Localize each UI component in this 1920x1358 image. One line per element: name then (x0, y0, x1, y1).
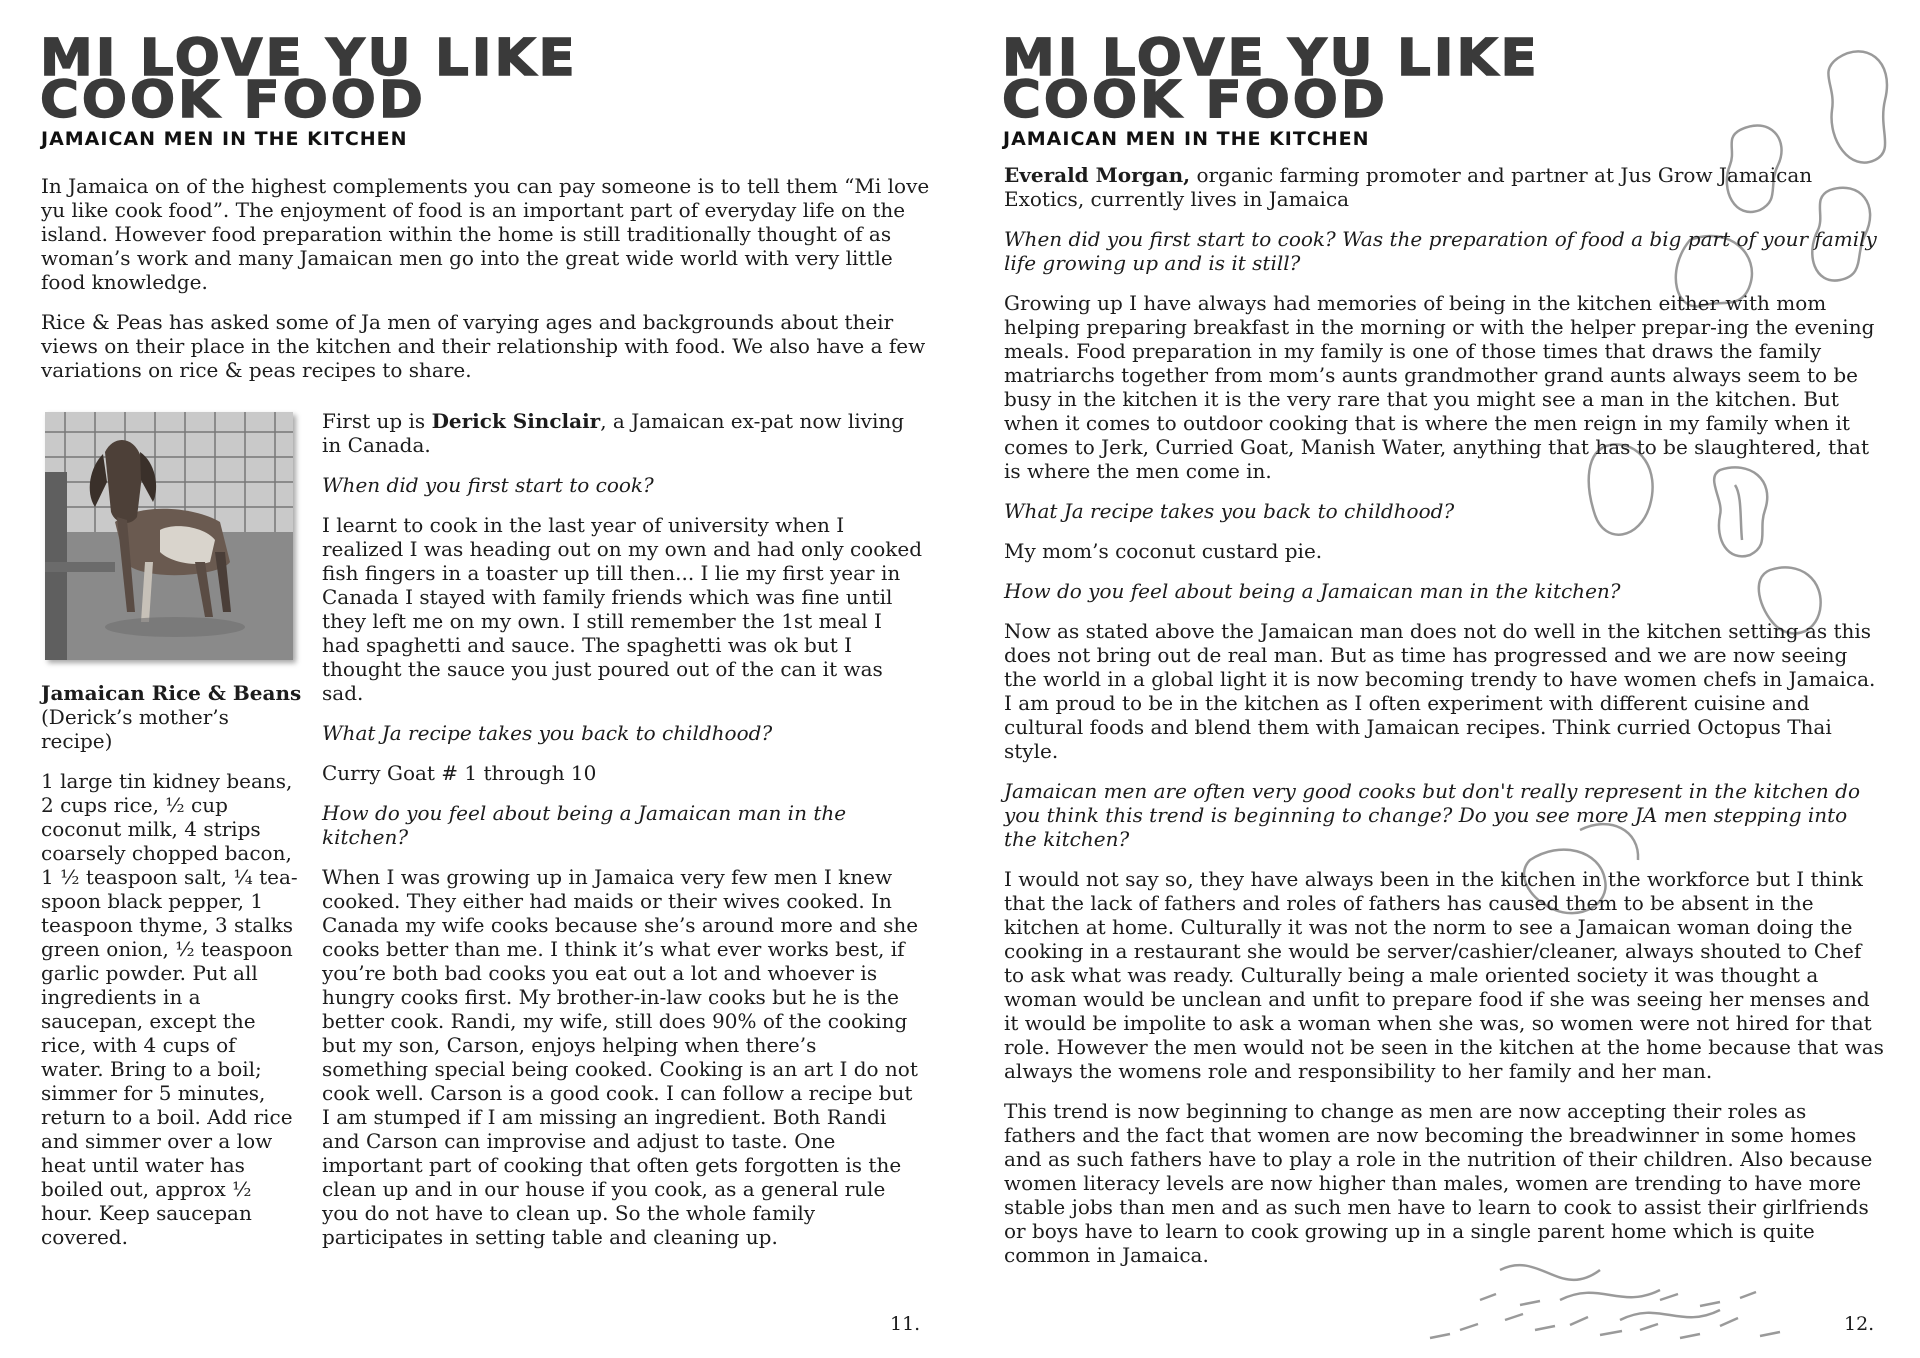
page-subtitle: JAMAICAN MEN IN THE KITCHEN (41, 128, 408, 150)
page-title (1002, 29, 1540, 130)
interview-everald (1004, 163, 1884, 1267)
intro-paragraph-1: In Jamaica on of the highest complements you can pay someone is to tell them “Mi love yu like cook food”. The enjoyment of food is an important part of everyday life on the island. However food preparation within the home is still traditionally thought of as woman’s work and many Jamaican men go into the great wide world with very little food knowledge. (41, 174, 930, 294)
question-2: What Ja recipe takes you back to childhood? (322, 721, 773, 745)
recipe-title: Jamaican Rice & Beans (41, 681, 302, 705)
goat-image (45, 412, 293, 660)
recipe-heading (41, 681, 303, 753)
page-title (40, 29, 578, 130)
answer-1: Growing up I have always had memories of being in the kitchen either with mom helping preparing breakfast in the morning or with the helper prepar-ing the evening meals. Food preparation in my family is one of those times that draws the family matriarchs together from mom’s aunts grandmother grand aunts always seem to be busy in the kitchen it is the very rare that you might see a man in the kitchen. But when it comes to outdoor cooking that is where the men reign in my family when it comes to Jerk, Curried Goat, Manish Water, anything that has to be slaughtered, that is where the men come in. (1004, 291, 1875, 483)
interview-intro-rest: , a Jamaican ex-pat now living in Canada. (322, 409, 905, 457)
title-line-2: COOK FOOD (1002, 71, 1388, 130)
page-subtitle: JAMAICAN MEN IN THE KITCHEN (1003, 128, 1370, 150)
recipe-subtitle: (Derick’s mother’s recipe) (41, 705, 229, 753)
answer-5: This trend is now beginning to change as men are now accepting their roles as fathers and the fact that women are now becoming the breadwinner in some homes and as such fathers have to play a role in the nutrition of their children. Also because women literacy levels are now higher than males, women are trending to have more stable jobs than men and as such men have to learn to cook to assist their girlfriends or boys have to learn to cook growing up in a single parent home which is quite common in Jamaica. (1004, 1099, 1873, 1267)
interviewee-name: Derick Sinclair (431, 409, 601, 433)
interview-intro (322, 409, 922, 457)
goat-photo (45, 412, 293, 660)
interview-derick (322, 409, 922, 1249)
question-2: What Ja recipe takes you back to childhood? (1004, 499, 1455, 523)
answer-2: Curry Goat # 1 through 10 (322, 761, 597, 785)
page-number-left: 11. (890, 1313, 921, 1335)
interviewee-name: Everald Morgan, (1004, 163, 1191, 187)
recipe-text: 1 large tin kidney beans, 2 cups rice, ½ cup coconut milk, 4 strips coarsely chopped bacon, 1 ½ teaspoon salt, ¼ tea-spoon black pepper, 1 teaspoon thyme, 3 stalks green onion, ½ teaspoon garlic powder. Put all ingredients in a saucepan, except the rice, with 4 cups of water. Bring to a boil; simmer for 5 minutes, return to a boil. Add rice and simmer over a low heat until water has boiled out, approx ½ hour. Keep saucepan covered. (41, 769, 298, 1249)
title-line-2: COOK FOOD (40, 71, 426, 130)
answer-1: I learnt to cook in the last year of university when I realized I was heading out on my own and had only cooked fish fingers in a toaster up till then... I lie my first year in Canada I stayed with family friends which was fine until they left me on my own. I still remember the 1st meal I had spaghetti and sauce. The spaghetti was ok but I thought the sauce you just poured out of the can it was sad. (322, 513, 923, 705)
answer-3: Now as stated above the Jamaican man does not do well in the kitchen setting as this does not bring out de real man. But as time has progressed and we are now seeing the world in a global light it is now becoming trendy to have women chefs in Jamaica. I am proud to be in the kitchen as I often experiment with different cuisine and cultural foods and blend them with Jamaican recipes. Think curried Octopus Thai style. (1004, 619, 1876, 763)
page-number-right: 12. (1844, 1313, 1875, 1335)
recipe-block (41, 681, 303, 1265)
interview-intro-text: First up is (322, 409, 432, 433)
intro-paragraph-2: Rice & Peas has asked some of Ja men of varying ages and backgrounds about their views on their place in the kitchen and their relationship with food. We also have a few variations on rice & peas recipes to share. (41, 310, 926, 382)
question-3: How do you feel about being a Jamaican man in the kitchen? (322, 801, 847, 849)
answer-3: When I was growing up in Jamaica very few men I knew cooked. They either had maids or their wives cooked. In Canada my wife cooks because she’s around more and she cooks better than me. I think it’s what ever works best, if you’re both bad cooks you eat out a lot and whoever is hungry cooks first. My brother-in-law cooks but he is the better cook. Randi, my wife, still does 90% of the cooking but my son, Carson, enjoys helping when there’s something special being cooked. Cooking is an art I do not cook well. Carson is a good cook. I can follow a recipe but I am stumped if I am missing an ingredient. Both Randi and Carson can improvise and adjust to taste. One important part of cooking that often gets forgotten is the clean up and in our house if you cook, as a general rule you do not have to clean up. So the whole family participates in setting table and cleaning up. (322, 865, 919, 1249)
answer-2: My mom’s coconut custard pie. (1004, 539, 1323, 563)
question-1: When did you first start to cook? Was the preparation of food a big part of your family life growing up and is it still? (1004, 227, 1877, 275)
title-line-1: MI LOVE YU LIKE (40, 29, 578, 88)
answer-4: I would not say so, they have always been in the kitchen in the workforce but I think that the lack of fathers and roles of fathers has caused them to be absent in the kitchen at home. Culturally it was not the norm to see a Jamaican woman doing the cooking in a restaurant she would be server/cashier/cleaner, always shouted to Chef to ask what was ready. Culturally being a male oriented society it was thought a woman would be unclean and unfit to prepare food if she was seeing her menses and it would be impolite to ask a woman when she was, so women were not hired for that role. However the men would not be seen in the kitchen at the home because that was always the womens role and responsibility to her family and her man. (1004, 867, 1884, 1083)
intro-block (41, 174, 931, 398)
interview-intro-rest: organic farming promoter and partner at Jus Grow Jamaican Exotics, currently lives in Jamaica (1004, 163, 1813, 211)
question-1: When did you first start to cook? (322, 473, 654, 497)
title-line-1: MI LOVE YU LIKE (1002, 29, 1540, 88)
right-page (960, 0, 1920, 1358)
question-3: How do you feel about being a Jamaican man in the kitchen? (1004, 579, 1621, 603)
interview-intro (1004, 163, 1884, 211)
question-4: Jamaican men are often very good cooks but don't really represent in the kitchen do you think this trend is beginning to change? Do you see more JA men stepping into the kitchen? (1004, 779, 1861, 851)
